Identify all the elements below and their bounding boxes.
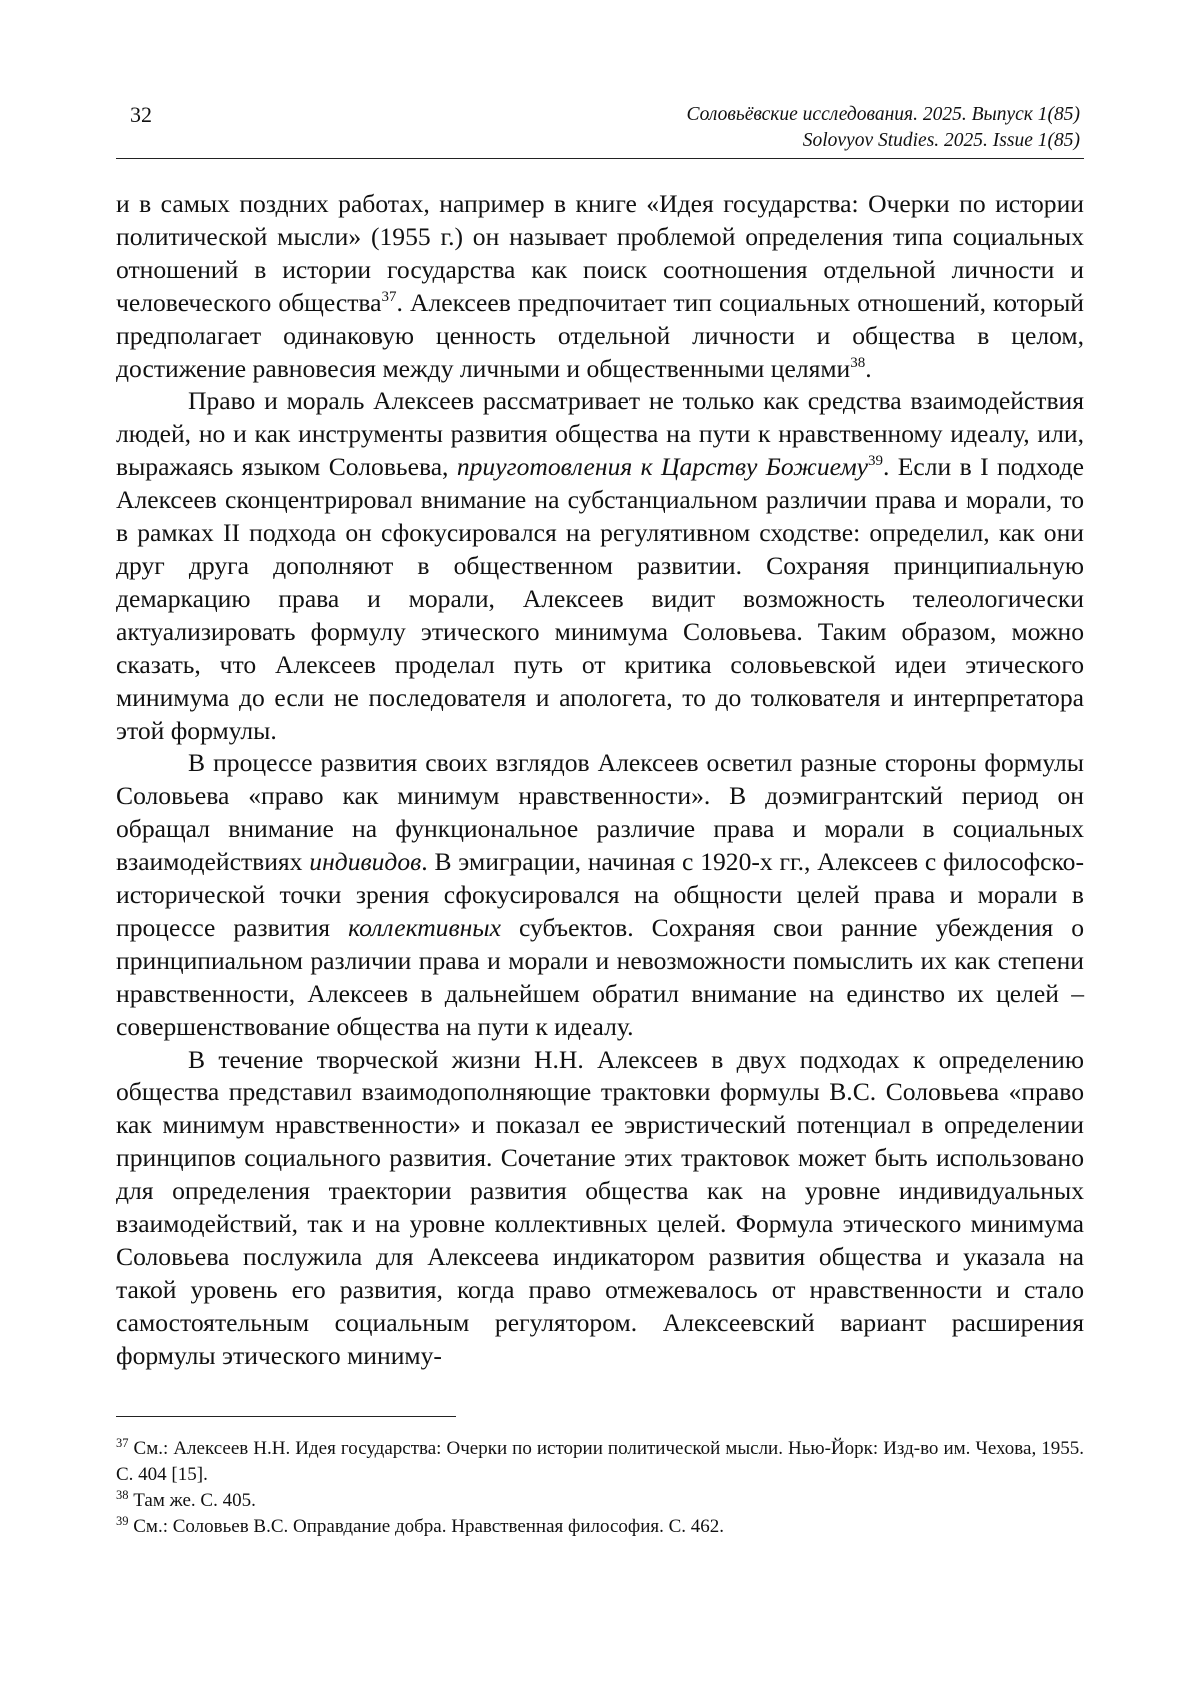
paragraph-text: . В эмиграции, начиная с 1920-х гг., Алексеев с философско-исторической точки зрения сфокусировался на общности целей права и морали в процессе развития [116,847,1084,942]
footnote-ref: 39 [868,453,884,470]
emphasis-text: приуготовления к Царству Божиему [456,452,869,482]
paragraph [116,747,1084,1043]
footnote-text: Там же. С. 405. [128,1490,256,1511]
paragraph-text: Право и мораль Алексеев рассматривает не только как средства взаимодействия людей, но и как инструменты развития общества на пути к нравственному идеалу, или, выражаясь языком Соловьева, [116,386,1084,482]
journal-title [687,102,1080,154]
footnote-text: См.: Алексеев Н.Н. Идея государства: Очерки по истории политической мысли. Нью-Йорк: Изд-во им. Чехова, 1955. С. 404 [15]. [116,1438,1084,1485]
page-number: 32 [130,102,152,127]
emphasis-text: коллективных [348,912,501,942]
footnote-ref: 37 [381,288,397,305]
running-header [116,100,1084,159]
paragraph [116,385,1084,747]
paragraph-text: В течение творческой жизни Н.Н. Алексеев в двух подходах к определению общества представил взаимодополняющие трактовки формулы В.С. Соловьева «право как минимум нравственности» и показал ее эвристический потенциал в определении принципов социального развития. Сочетание этих трактовок может быть использовано для определения траектории развития общества как на уровне индивидуальных взаимодействий, так и на уровне коллективных целей. Формула этического минимума Соловьева послужила для Алексеева индикатором развития общества и указала на такой уровень его развития, когда право отмежевалось от нравственности и стало самостоятельным социальным регулятором. Алексеевский вариант расширения формулы этического миниму- [116,1044,1084,1370]
journal-title-ru: Соловьёвские исследования. 2025. Выпуск 1(85) [686,104,1080,125]
paragraph-text: В процессе развития своих взглядов Алексеев осветил разные стороны формулы Соловьева «право как минимум нравственности». В доэмигрантский период он обращал внимание на функциональное различие права и морали в социальных взаимодействиях [116,748,1084,877]
footnote [116,1436,1084,1488]
paragraph-text: . Алексеев предпочитает тип социальных отношений, который предполагает одинаковую ценность отдельной личности и общества в целом, достижение равновесия между личными и общественными целями [116,287,1084,383]
journal-title-en: Solovyov Studies. 2025. Issue 1(85) [802,130,1080,151]
footnote-text: См.: Соловьев В.С. Оправдание добра. Нравственная философия. С. 462. [128,1516,725,1537]
footnote-ref: 38 [850,354,866,371]
emphasis-text: индивидов [309,847,422,877]
footnote-number: 39 [116,1514,129,1528]
article-body [116,188,1084,1373]
paragraph [116,188,1084,385]
paragraph [116,1044,1084,1373]
footnote-number: 38 [116,1488,129,1502]
footnote [116,1514,1084,1540]
footnote-number: 37 [116,1436,129,1450]
paragraph-text: . Если в I подходе Алексеев сконцентрировал внимание на субстанциальном различии права и морали, то в рамках II подхода он сфокусировался на регулятивном сходстве: определил, как они друг друга дополняют в общественном развитии. Сохраняя принципиальную демаркацию права и морали, Алексеев видит возможность телеологически актуализировать формулу этического минимума Соловьева. Таким образом, можно сказать, что Алексеев проделал путь от критика соловьевской идеи этического минимума до если не последователя и апологета, то до толкователя и интерпретатора этой формулы. [116,452,1084,745]
footnote [116,1488,1084,1514]
paragraph-text: и в самых поздних работах, например в книге «Идея государства: Очерки по истории политической мысли» (1955 г.) он называет проблемой определения типа социальных отношений в истории государства как поиск соотношения отдельной личности и человеческого общества [116,189,1084,317]
paragraph-text: . [865,353,872,383]
paragraph-text: субъектов. Сохраняя свои ранние убеждения о принципиальном различии права и морали и невозможности помыслить их как степени нравственности, Алексеев в дальнейшем обратил внимание на единство их целей – совершенствование общества на пути к идеалу. [116,912,1085,1041]
footnotes [116,1436,1084,1540]
footnote-separator [116,1416,456,1417]
